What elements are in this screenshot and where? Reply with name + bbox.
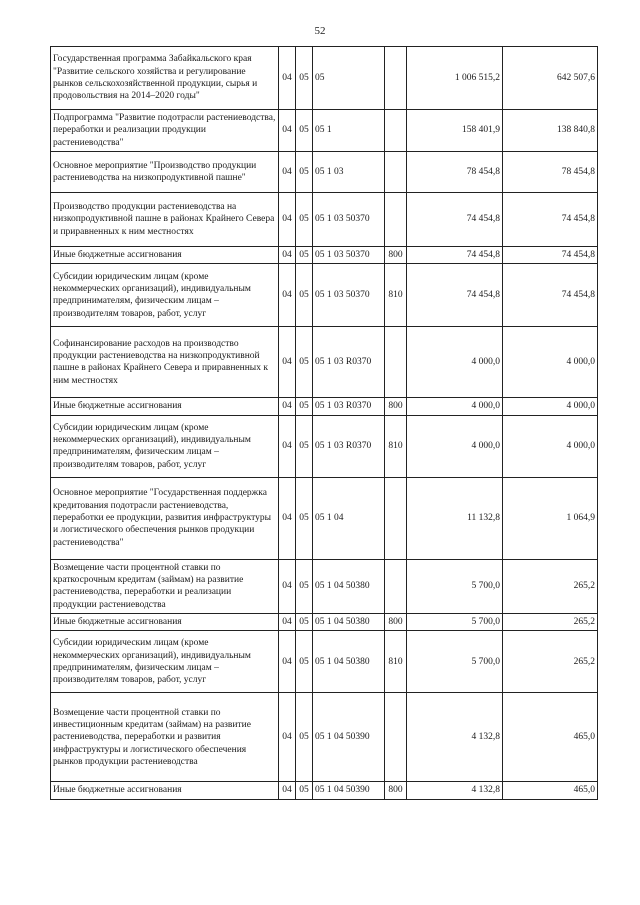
cell-amount-2: 4 000,0 — [503, 415, 598, 477]
table-row — [51, 559, 598, 613]
cell-amount-1: 5 700,0 — [407, 631, 503, 693]
cell-expense-type — [385, 110, 407, 152]
cell-subsection: 05 — [296, 415, 313, 477]
cell-amount-1: 74 454,8 — [407, 193, 503, 247]
cell-name: Подпрограмма "Развитие подотрасли растениеводства, переработки и реализации продукции растениеводства" — [51, 110, 279, 152]
cell-name: Иные бюджетные ассигнования — [51, 398, 279, 415]
cell-name: Возмещение части процентной ставки по инвестиционным кредитам (займам) на развитие растениеводства, переработки и развития инфраструктуры и логистического обеспечения рынков продукции растениеводства — [51, 693, 279, 782]
cell-amount-2: 74 454,8 — [503, 193, 598, 247]
table-row — [51, 415, 598, 477]
cell-name: Субсидии юридическим лицам (кроме некоммерческих организаций), индивидуальным предпринимателям, физическим лицам – производителям товаров, работ, услуг — [51, 264, 279, 327]
cell-amount-1: 158 401,9 — [407, 110, 503, 152]
cell-section: 04 — [279, 614, 296, 631]
cell-expense-type — [385, 693, 407, 782]
cell-amount-2: 465,0 — [503, 782, 598, 799]
cell-section: 04 — [279, 264, 296, 327]
cell-name: Иные бюджетные ассигнования — [51, 247, 279, 264]
cell-target-article: 05 1 03 50370 — [313, 193, 385, 247]
cell-amount-2: 265,2 — [503, 631, 598, 693]
cell-amount-1: 4 000,0 — [407, 398, 503, 415]
cell-target-article: 05 1 03 R0370 — [313, 415, 385, 477]
cell-name: Иные бюджетные ассигнования — [51, 614, 279, 631]
cell-section: 04 — [279, 152, 296, 193]
cell-section: 04 — [279, 782, 296, 799]
cell-subsection: 05 — [296, 398, 313, 415]
cell-amount-2: 4 000,0 — [503, 327, 598, 398]
cell-amount-2: 4 000,0 — [503, 398, 598, 415]
cell-name: Субсидии юридическим лицам (кроме некоммерческих организаций), индивидуальным предпринимателям, физическим лицам – производителям товаров, работ, услуг — [51, 415, 279, 477]
cell-target-article: 05 1 03 R0370 — [313, 398, 385, 415]
cell-expense-type — [385, 477, 407, 559]
table-row — [51, 152, 598, 193]
cell-subsection: 05 — [296, 559, 313, 613]
cell-name: Государственная программа Забайкальского края "Развитие сельского хозяйства и регулирование рынков сельскохозяйственной продукции, сырья и продовольствия на 2014–2020 годы" — [51, 47, 279, 110]
cell-amount-1: 11 132,8 — [407, 477, 503, 559]
cell-amount-1: 4 000,0 — [407, 327, 503, 398]
cell-target-article: 05 1 04 — [313, 477, 385, 559]
table-row — [51, 631, 598, 693]
cell-target-article: 05 1 04 50390 — [313, 782, 385, 799]
cell-expense-type — [385, 193, 407, 247]
cell-subsection: 05 — [296, 193, 313, 247]
cell-target-article: 05 1 04 50380 — [313, 631, 385, 693]
cell-amount-1: 5 700,0 — [407, 614, 503, 631]
cell-name: Возмещение части процентной ставки по краткосрочным кредитам (займам) на развитие растениеводства, переработки и реализации продукции растениеводства — [51, 559, 279, 613]
cell-subsection: 05 — [296, 110, 313, 152]
cell-expense-type: 800 — [385, 247, 407, 264]
cell-subsection: 05 — [296, 152, 313, 193]
cell-subsection: 05 — [296, 264, 313, 327]
cell-subsection: 05 — [296, 614, 313, 631]
cell-section: 04 — [279, 47, 296, 110]
cell-amount-2: 642 507,6 — [503, 47, 598, 110]
cell-amount-1: 74 454,8 — [407, 247, 503, 264]
cell-amount-2: 265,2 — [503, 559, 598, 613]
cell-subsection: 05 — [296, 327, 313, 398]
cell-expense-type: 800 — [385, 614, 407, 631]
table-row — [51, 782, 598, 799]
cell-target-article: 05 1 03 50370 — [313, 264, 385, 327]
cell-section: 04 — [279, 193, 296, 247]
cell-target-article: 05 — [313, 47, 385, 110]
cell-expense-type: 810 — [385, 264, 407, 327]
table-row — [51, 398, 598, 415]
page-number: 52 — [314, 25, 326, 37]
cell-name: Основное мероприятие "Государственная поддержка кредитования подотрасли растениеводства, переработки ее продукции, развития инфраструктуры и логистического обеспечения рынков продукции растениеводства" — [51, 477, 279, 559]
cell-target-article: 05 1 04 50380 — [313, 614, 385, 631]
cell-amount-1: 4 000,0 — [407, 415, 503, 477]
table-row — [51, 193, 598, 247]
cell-expense-type — [385, 152, 407, 193]
cell-amount-1: 5 700,0 — [407, 559, 503, 613]
cell-amount-1: 78 454,8 — [407, 152, 503, 193]
cell-amount-1: 1 006 515,2 — [407, 47, 503, 110]
cell-amount-2: 465,0 — [503, 693, 598, 782]
cell-expense-type — [385, 559, 407, 613]
cell-name: Софинансирование расходов на производство продукции растениеводства на низкопродуктивной пашне в районах Крайнего Севера и приравненных к ним местностях — [51, 327, 279, 398]
cell-section: 04 — [279, 110, 296, 152]
cell-expense-type — [385, 47, 407, 110]
cell-section: 04 — [279, 398, 296, 415]
table-row — [51, 247, 598, 264]
cell-section: 04 — [279, 693, 296, 782]
cell-subsection: 05 — [296, 782, 313, 799]
cell-subsection: 05 — [296, 693, 313, 782]
table-row — [51, 477, 598, 559]
cell-target-article: 05 1 04 50380 — [313, 559, 385, 613]
cell-target-article: 05 1 04 50390 — [313, 693, 385, 782]
budget-table-body — [51, 47, 598, 800]
cell-expense-type: 810 — [385, 631, 407, 693]
cell-amount-2: 1 064,9 — [503, 477, 598, 559]
cell-amount-2: 265,2 — [503, 614, 598, 631]
cell-name: Субсидии юридическим лицам (кроме некоммерческих организаций), индивидуальным предпринимателям, физическим лицам – производителям товаров, работ, услуг — [51, 631, 279, 693]
cell-amount-2: 78 454,8 — [503, 152, 598, 193]
table-row — [51, 693, 598, 782]
cell-amount-1: 4 132,8 — [407, 782, 503, 799]
cell-amount-2: 74 454,8 — [503, 247, 598, 264]
budget-table — [50, 46, 598, 800]
cell-target-article: 05 1 03 R0370 — [313, 327, 385, 398]
cell-name: Основное мероприятие "Производство продукции растениеводства на низкопродуктивной пашне" — [51, 152, 279, 193]
cell-target-article: 05 1 03 50370 — [313, 247, 385, 264]
cell-subsection: 05 — [296, 477, 313, 559]
cell-section: 04 — [279, 477, 296, 559]
cell-expense-type: 800 — [385, 782, 407, 799]
cell-name: Иные бюджетные ассигнования — [51, 782, 279, 799]
table-row — [51, 614, 598, 631]
cell-section: 04 — [279, 327, 296, 398]
cell-target-article: 05 1 03 — [313, 152, 385, 193]
cell-subsection: 05 — [296, 247, 313, 264]
cell-section: 04 — [279, 247, 296, 264]
cell-amount-2: 138 840,8 — [503, 110, 598, 152]
cell-amount-2: 74 454,8 — [503, 264, 598, 327]
cell-section: 04 — [279, 631, 296, 693]
cell-target-article: 05 1 — [313, 110, 385, 152]
cell-subsection: 05 — [296, 47, 313, 110]
cell-expense-type — [385, 327, 407, 398]
cell-section: 04 — [279, 559, 296, 613]
table-row — [51, 110, 598, 152]
cell-amount-1: 4 132,8 — [407, 693, 503, 782]
table-row — [51, 47, 598, 110]
cell-amount-1: 74 454,8 — [407, 264, 503, 327]
cell-name: Производство продукции растениеводства на низкопродуктивной пашне в районах Крайнего Севера и приравненных к ним местностях — [51, 193, 279, 247]
cell-expense-type: 800 — [385, 398, 407, 415]
table-row — [51, 264, 598, 327]
table-row — [51, 327, 598, 398]
cell-section: 04 — [279, 415, 296, 477]
cell-subsection: 05 — [296, 631, 313, 693]
cell-expense-type: 810 — [385, 415, 407, 477]
